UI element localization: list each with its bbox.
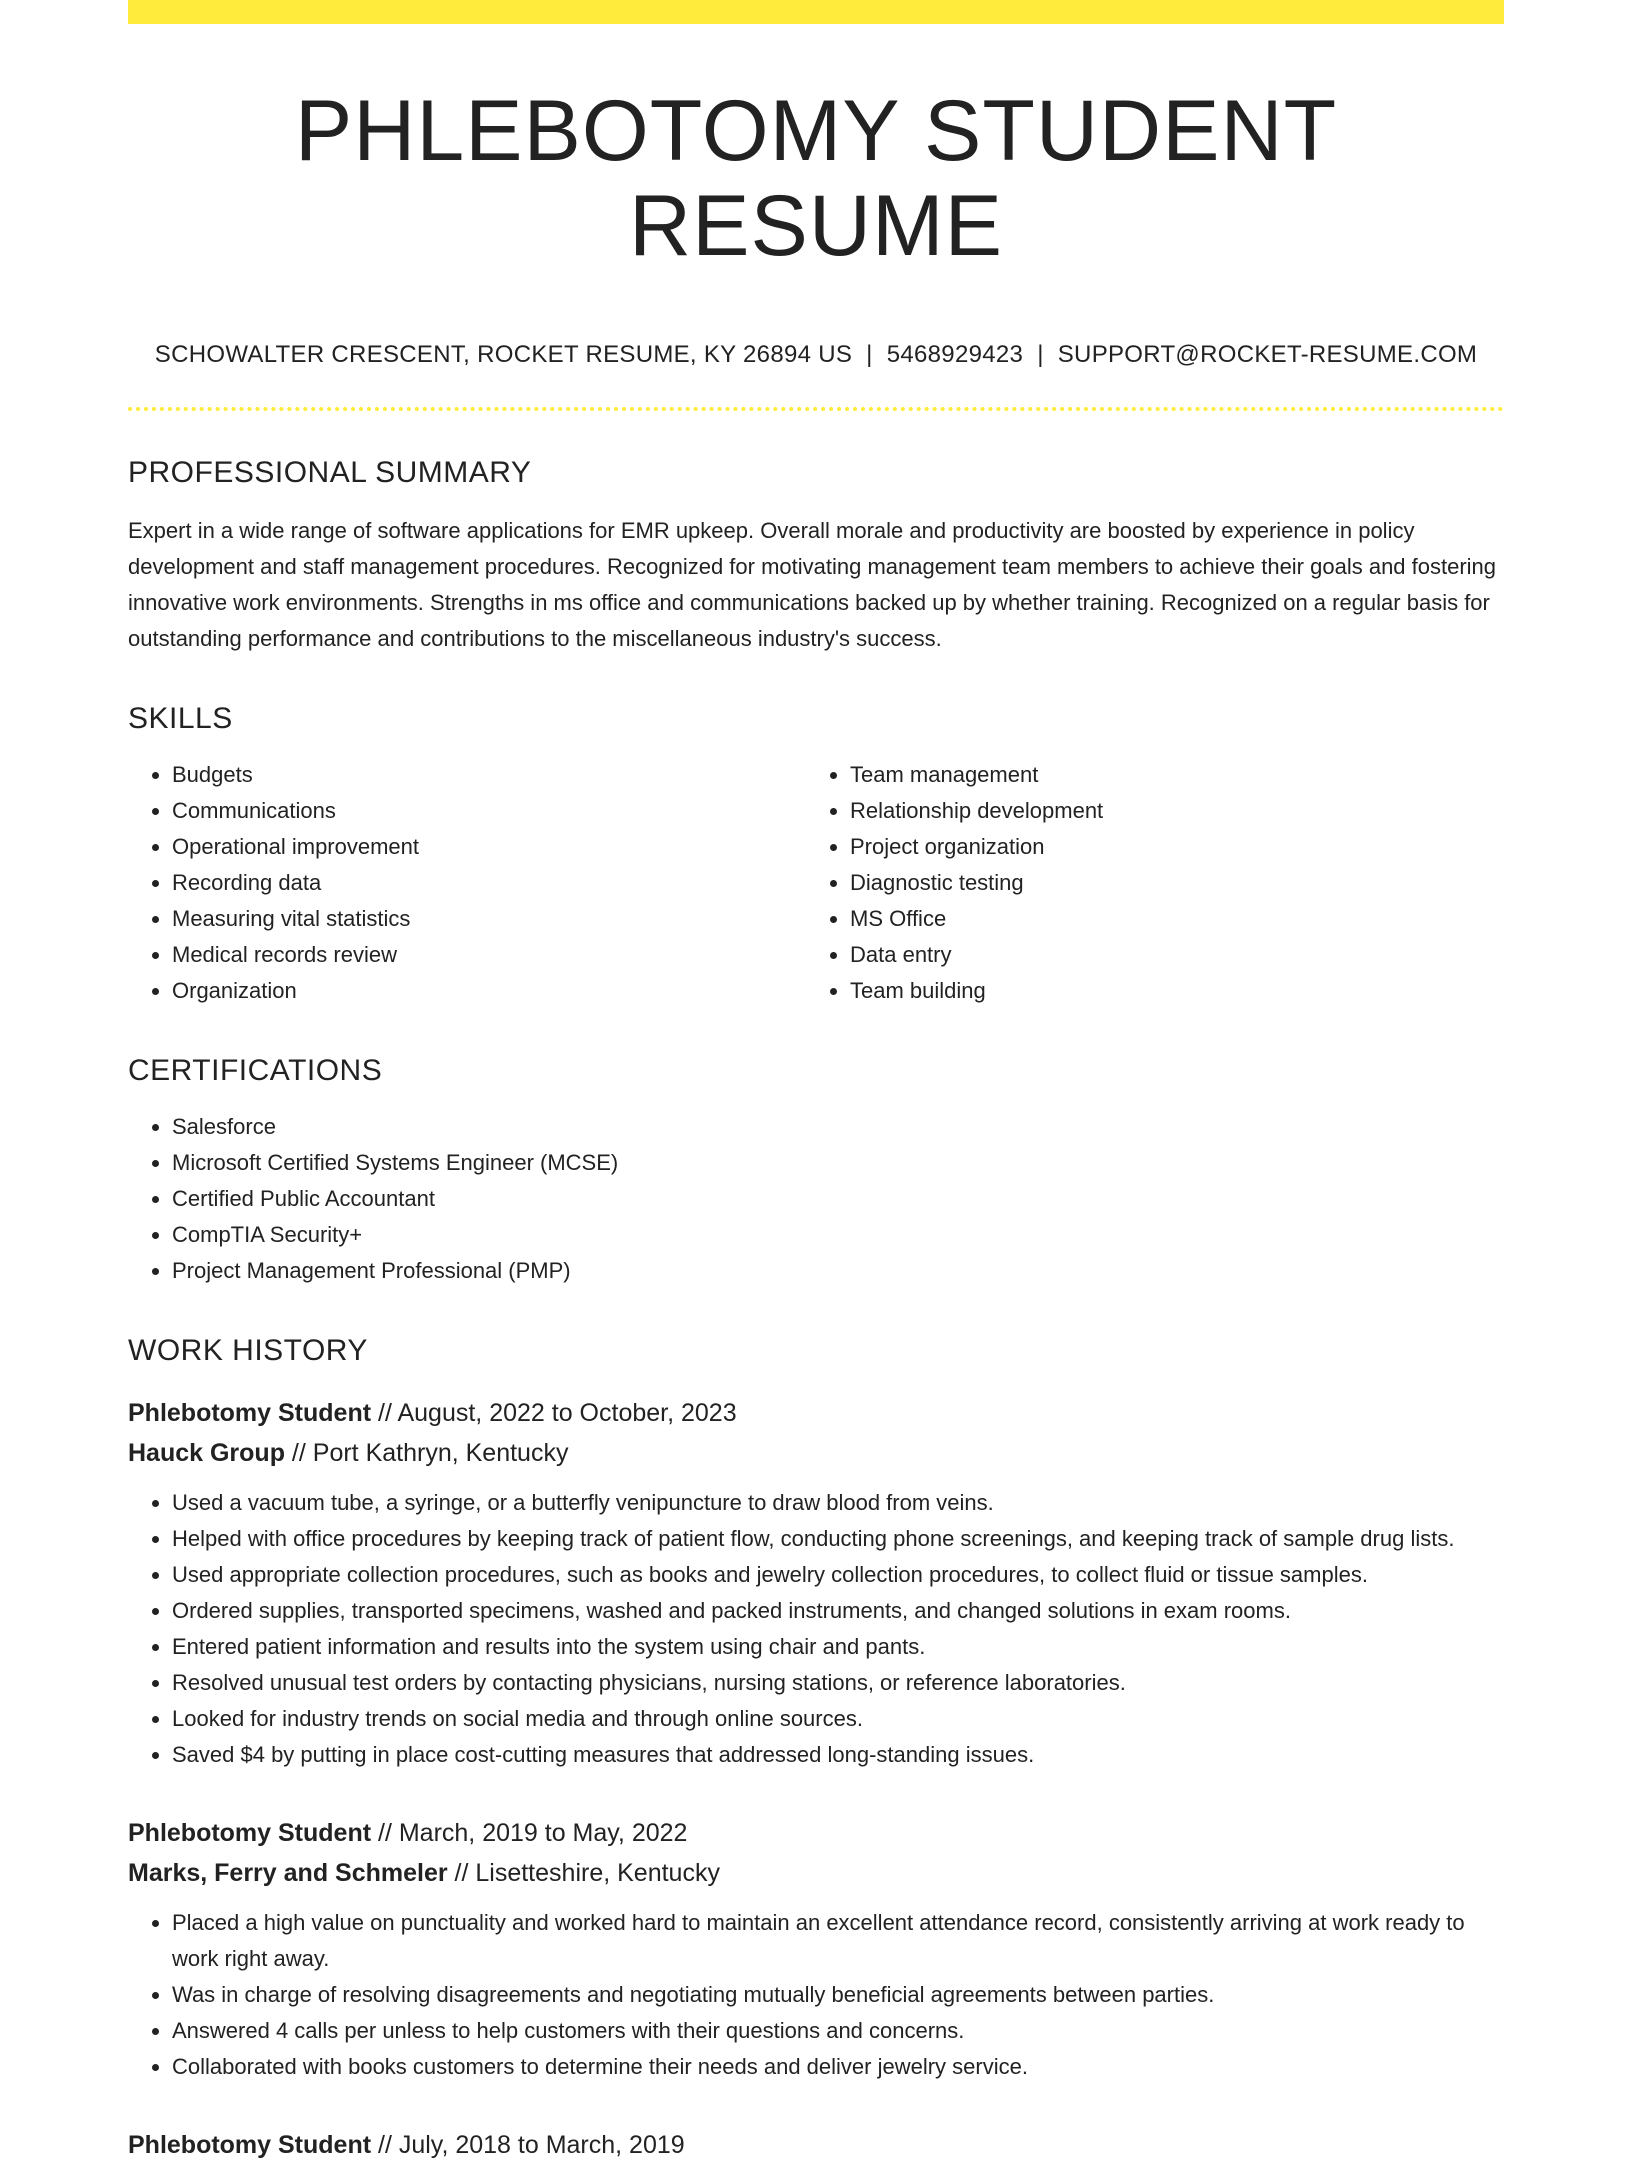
certification-item: • Salesforce [172, 1109, 1504, 1145]
address: SCHOWALTER CRESCENT, ROCKET RESUME, KY 26894 US [154, 341, 853, 369]
skill-item: • Data entry [850, 937, 1103, 973]
certifications-section [128, 1053, 1504, 1289]
job-location: // Port Kathryn, Kentucky [284, 1439, 569, 1468]
job-entry [128, 2125, 1504, 2165]
skill-item: • Measuring vital statistics [172, 901, 806, 937]
job-duties-list [128, 1485, 1504, 1773]
certification-item: • Certified Public Accountant [172, 1181, 1504, 1217]
contact-separator: | [866, 341, 873, 369]
contact-separator: | [1037, 341, 1044, 369]
certifications-list [128, 1109, 1504, 1289]
skill-item: • Organization [172, 973, 806, 1009]
skill-item: • Team management [850, 757, 1103, 793]
job-company-line [128, 1433, 1504, 1473]
skill-item: • Medical records review [172, 937, 806, 973]
certification-item: • CompTIA Security+ [172, 1217, 1504, 1253]
skill-item: • Team building [850, 973, 1103, 1009]
job-entry [128, 1813, 1504, 2085]
job-duty-item: • Answered 4 calls per unless to help customers with their questions and concerns. [172, 2013, 1504, 2049]
skills-section [128, 701, 1504, 1009]
phone: 5468929423 [886, 341, 1024, 369]
job-company: Hauck Group [128, 1439, 285, 1468]
certification-item: • Project Management Professional (PMP) [172, 1253, 1504, 1289]
skill-item: • Communications [172, 793, 806, 829]
job-company-line [128, 1853, 1504, 1893]
job-duty-item: • Used a vacuum tube, a syringe, or a butterfly venipuncture to draw blood from veins. [172, 1485, 1504, 1521]
job-company: Marks, Ferry and Schmeler [128, 1859, 448, 1888]
skills-column-2 [806, 757, 1103, 1009]
job-duty-item: • Placed a high value on punctuality and worked hard to maintain an excellent attendance record, consistently arriving at work ready to work right away. [172, 1905, 1504, 1977]
job-duty-item: • Saved $4 by putting in place cost-cutting measures that addressed long-standing issues. [172, 1737, 1504, 1773]
skill-item: • Operational improvement [172, 829, 806, 865]
section-title-certifications: CERTIFICATIONS [128, 1054, 383, 1088]
skill-item: • Diagnostic testing [850, 865, 1103, 901]
skill-item: • Budgets [172, 757, 806, 793]
job-dates: // March, 2019 to May, 2022 [371, 1819, 688, 1848]
job-duties-list [128, 1905, 1504, 2085]
contact-line [128, 341, 1504, 369]
skills-column-1 [128, 757, 806, 1009]
job-duty-item: • Resolved unusual test orders by contacting physicians, nursing stations, or reference laboratories. [172, 1665, 1504, 1701]
job-title-line [128, 1393, 1504, 1433]
job-entry [128, 1393, 1504, 1773]
professional-summary-section [128, 455, 1504, 657]
job-position: Phlebotomy Student [128, 1819, 372, 1848]
job-duty-item: • Was in charge of resolving disagreements and negotiating mutually beneficial agreements between parties. [172, 1977, 1504, 2013]
job-position: Phlebotomy Student [128, 1399, 372, 1428]
skill-item: • Relationship development [850, 793, 1103, 829]
job-duty-item: • Used appropriate collection procedures, such as books and jewelry collection procedures, to collect fluid or tissue samples. [172, 1557, 1504, 1593]
section-title-skills: SKILLS [128, 702, 233, 736]
resume-title: PHLEBOTOMY STUDENT RESUME [294, 83, 1338, 274]
section-title-work-history: WORK HISTORY [128, 1334, 368, 1368]
resume-page [128, 0, 1504, 2165]
certification-item: • Microsoft Certified Systems Engineer (MCSE) [172, 1145, 1504, 1181]
job-location: // Lisetteshire, Kentucky [447, 1859, 720, 1888]
job-duty-item: • Helped with office procedures by keeping track of patient flow, conducting phone screenings, and keeping track of sample drug lists. [172, 1521, 1504, 1557]
skill-item: • Project organization [850, 829, 1103, 865]
skills-grid [128, 757, 1504, 1009]
job-dates: // July, 2018 to March, 2019 [371, 2131, 685, 2160]
job-duty-item: • Collaborated with books customers to determine their needs and deliver jewelry service. [172, 2049, 1504, 2085]
dotted-divider [128, 407, 1504, 411]
job-title-line [128, 2125, 1504, 2165]
skill-item: • Recording data [172, 865, 806, 901]
job-duty-item: • Ordered supplies, transported specimens, washed and packed instruments, and changed solutions in exam rooms. [172, 1593, 1504, 1629]
section-title-summary: PROFESSIONAL SUMMARY [128, 456, 532, 490]
job-duty-item: • Entered patient information and results into the system using chair and pants. [172, 1629, 1504, 1665]
work-history-section [128, 1333, 1504, 2165]
job-position: Phlebotomy Student [128, 2131, 372, 2160]
top-accent-bar [128, 0, 1504, 24]
email: SUPPORT@ROCKET-RESUME.COM [1057, 341, 1478, 369]
skill-item: • MS Office [850, 901, 1103, 937]
job-title-line [128, 1813, 1504, 1853]
job-duty-item: • Looked for industry trends on social media and through online sources. [172, 1701, 1504, 1737]
summary-text: Expert in a wide range of software applications for EMR upkeep. Overall morale and productivity are boosted by experience in policy development and staff management procedures. Recognized for motivating management team members to achieve their goals and fostering innovative work environments. Strengths in ms office and communications backed up by whether training. Recognized on a regular basis for outstanding performance and contributions to the miscellaneous industry's success. [128, 518, 1497, 652]
job-dates: // August, 2022 to October, 2023 [371, 1399, 737, 1428]
